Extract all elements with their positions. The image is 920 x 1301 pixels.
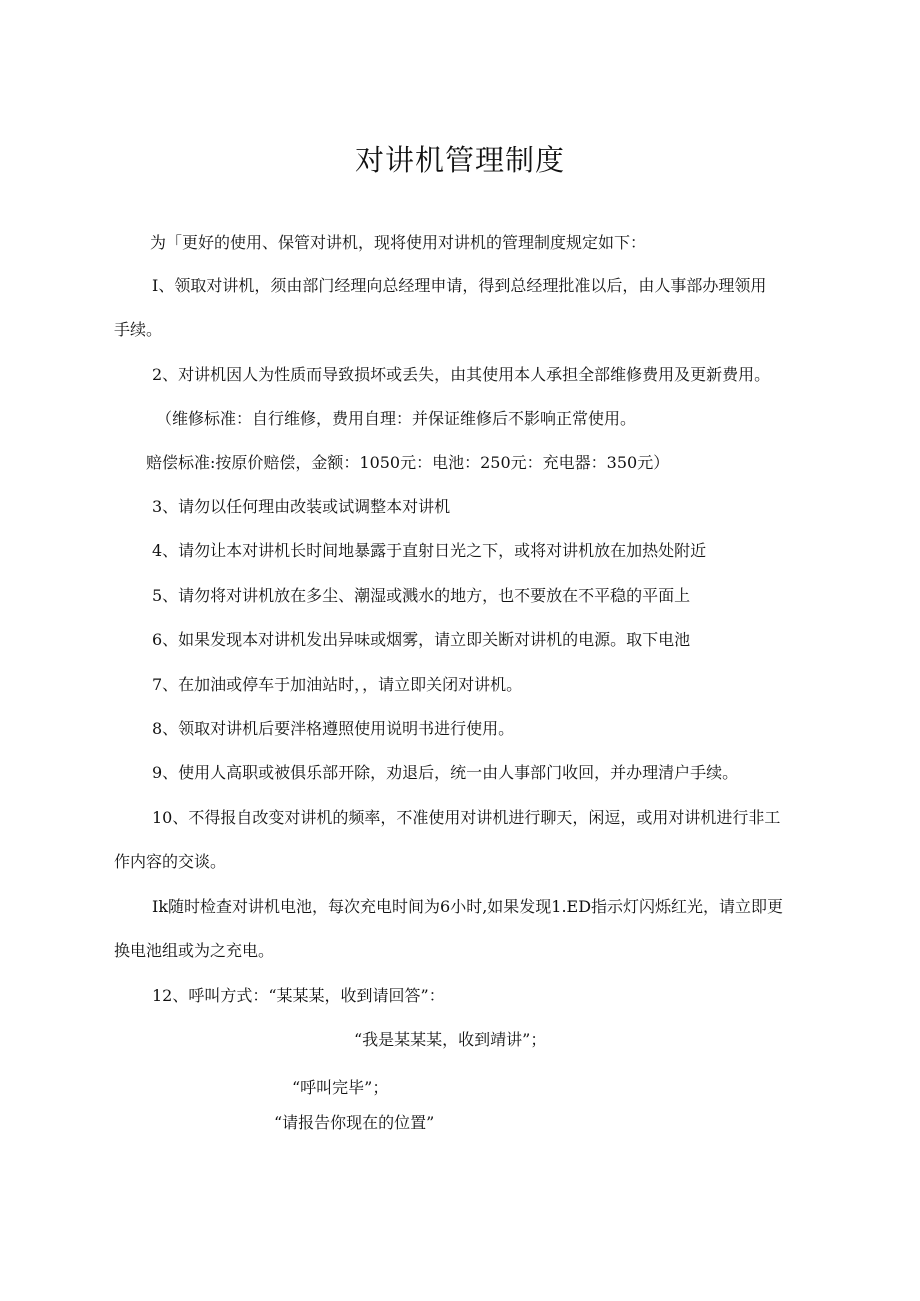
rule-11-line-1: Ik随时检查对讲机电池，每次充电时间为6小时,如果发现1.ED指示灯闪烁红光，请立即更	[152, 897, 784, 916]
rule-1-line-2: 手续。	[114, 320, 163, 339]
rule-10-line-1: 10、不得报自改变对讲机的频率，不准使用对讲机进行聊天，闲逗，或用对讲机进行非工	[152, 808, 781, 827]
rule-3: 3、请勿以任何理由改装或试调整本对讲机	[152, 497, 451, 516]
rule-10-line-2: 作内容的交谈。	[114, 852, 227, 871]
rule-11-line-2: 换电池组或为之充电。	[114, 941, 275, 960]
compensation-standard: 赔偿标准:按原价赔偿，金额：1050元：电池：250元：充电器：350元）	[146, 453, 670, 472]
rule-5: 5、请勿将对讲机放在多尘、潮湿或溅水的地方，也不要放在不平稳的平面上	[152, 586, 691, 605]
rule-2: 2、对讲机因人为性质而导致损坏或丢失，由其使用本人承担全部维修费用及更新费用。	[152, 365, 771, 384]
document-title: 对讲机管理制度	[354, 143, 565, 177]
rule-12: 12、呼叫方式：“某某某，收到请回答”：	[152, 986, 445, 1005]
rule-7: 7、在加油或停车于加油站时，，请立即关闭对讲机。	[152, 675, 523, 694]
call-phrase-location: “请报告你现在的位置”	[274, 1113, 435, 1132]
call-phrase-end: “呼叫完毕”；	[292, 1078, 389, 1097]
intro-paragraph: 为「更好的使用、保管对讲机，现将使用对讲机的管理制度规定如下：	[150, 233, 647, 252]
rule-9: 9、使用人高职或被俱乐部开除，劝退后，统一由人事部门收回，并办理清户手续。	[152, 763, 739, 782]
rule-6: 6、如果发现本对讲机发出异味或烟雾，请立即关断对讲机的电源。取下电池	[152, 630, 691, 649]
repair-standard: （维修标准：自行维修，费用自理：并保证维修后不影响正常使用。	[156, 409, 637, 428]
rule-4: 4、请勿让本对讲机长时间地暴露于直射日光之下，或将对讲机放在加热处附近	[152, 541, 707, 560]
call-phrase-reply: “我是某某某，收到靖讲”；	[354, 1030, 547, 1049]
rule-8: 8、领取对讲机后要泮格遵照使用说明书进行使用。	[152, 719, 515, 738]
rule-1-line-1: I、领取对讲机，须由部门经理向总经理申请，得到总经理批准以后，由人事部办理领用	[152, 276, 767, 295]
